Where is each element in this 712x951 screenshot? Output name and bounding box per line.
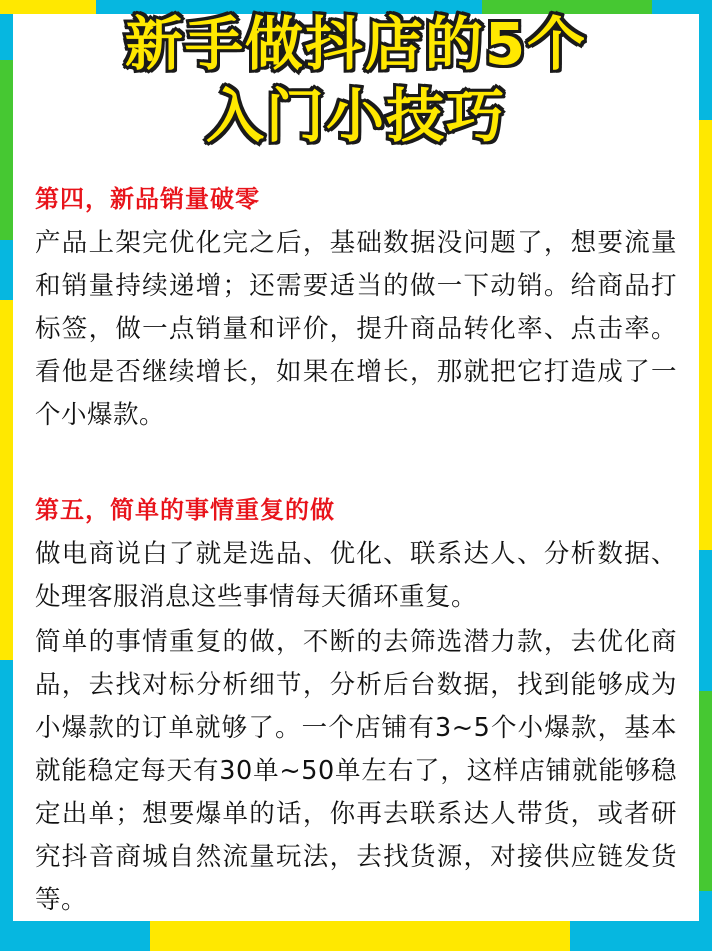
section-fourth <box>35 178 677 437</box>
title-line-2: 入门小技巧 <box>205 82 506 150</box>
section-fourth-paragraph-1: 产品上架完优化完之后，基础数据没问题了，想要流量和销量持续递增；还需要适当的做一下动销。给商品打标签，做一点销量和评价，提升商品转化率、点击率。看他是否继续增长，如果在增长，那就把它打造成了一个小爆款。 <box>35 228 677 430</box>
section-spacer <box>35 443 677 483</box>
section-fifth-paragraph-2: 简单的事情重复的做，不断的去筛选潜力款，去优化商品，去找对标分析细节，分析后台数据，找到能够成为小爆款的订单就够了。一个店铺有3~5个小爆款，基本就能稳定每天有30单~50单左右了，这样店铺就能够稳定出单；想要爆单的话，你再去联系达人带货，或者研究抖音商城自然流量玩法，去找货源，对接供应链发货等。 <box>35 627 677 915</box>
decor-yellow-left-bar <box>0 300 13 660</box>
section-heading-fourth: 第四，新品销量破零 <box>35 185 260 213</box>
article-body <box>13 160 699 920</box>
section-fifth <box>35 489 677 922</box>
decor-green-bottomright-bar <box>698 691 712 891</box>
section-heading-fifth: 第五，简单的事情重复的做 <box>35 496 335 524</box>
section-fifth-paragraph-1: 做电商说白了就是选品、优化、联系达人、分析数据、处理客服消息这些事情每天循环重复。 <box>35 539 677 612</box>
title-line-1: 新手做抖店的5个 <box>124 10 588 78</box>
poster-title <box>13 8 699 152</box>
decor-yellow-bottom-bar <box>150 921 570 951</box>
